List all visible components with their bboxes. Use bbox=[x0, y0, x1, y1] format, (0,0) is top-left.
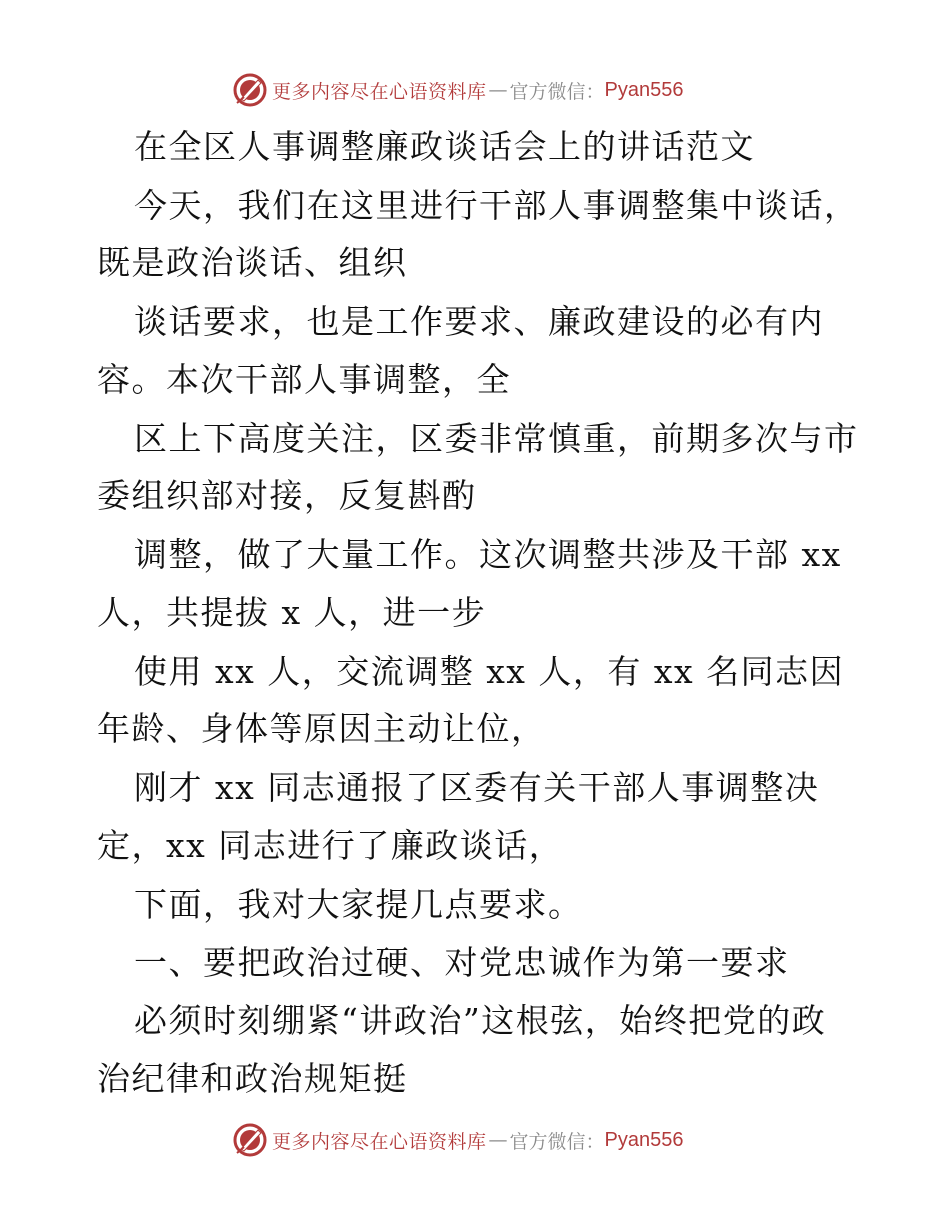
text-line: 容。本次干部人事调整，全 bbox=[97, 360, 511, 399]
text-line: 下面，我对大家提几点要求。 bbox=[134, 885, 583, 924]
text-line: 区上下高度关注，区委非常慎重，前期多次与市 bbox=[134, 419, 859, 458]
feather-pen-icon bbox=[232, 1122, 268, 1158]
banner-separator: — bbox=[488, 79, 508, 101]
text-line: 调整，做了大量工作。这次调整共涉及干部 xx bbox=[134, 535, 842, 574]
feather-pen-icon bbox=[232, 72, 268, 108]
text-line: 委组织部对接，反复斟酌 bbox=[97, 476, 477, 515]
banner-wechat-label: 官方微信： bbox=[509, 80, 605, 103]
text-line: 使用 xx 人，交流调整 xx 人，有 xx 名同志因 bbox=[134, 652, 845, 691]
text-line: 既是政治谈话、组织 bbox=[97, 243, 408, 282]
text-line: 今天，我们在这里进行干部人事调整集中谈话， bbox=[134, 186, 859, 225]
text-line: 刚才 xx 同志通报了区委有关干部人事调整决 bbox=[134, 768, 820, 807]
footer-banner bbox=[232, 1120, 732, 1160]
banner-wechat-id: Pyan556 bbox=[604, 1128, 684, 1151]
text-line: 定，xx 同志进行了廉政谈话， bbox=[97, 826, 564, 865]
section-heading: 一、要把政治过硬、对党忠诚作为第一要求 bbox=[134, 943, 790, 982]
document-title: 在全区人事调整廉政谈话会上的讲话范文 bbox=[134, 127, 755, 166]
banner-wechat-id: Pyan556 bbox=[604, 78, 684, 101]
text-line: 必须时刻绷紧“讲政治”这根弦，始终把党的政 bbox=[134, 1001, 827, 1040]
banner-text: 更多内容尽在心语资料库 bbox=[272, 80, 487, 103]
text-line: 年龄、身体等原因主动让位， bbox=[97, 709, 546, 748]
banner-separator: — bbox=[488, 1129, 508, 1151]
text-line: 谈话要求，也是工作要求、廉政建设的必有内 bbox=[134, 302, 824, 341]
banner-text: 更多内容尽在心语资料库 bbox=[272, 1130, 487, 1153]
text-line: 人，共提拔 x 人，进一步 bbox=[97, 593, 487, 632]
text-line: 治纪律和政治规矩挺 bbox=[97, 1059, 408, 1098]
banner-wechat-label: 官方微信： bbox=[509, 1130, 605, 1153]
header-banner bbox=[232, 70, 732, 110]
